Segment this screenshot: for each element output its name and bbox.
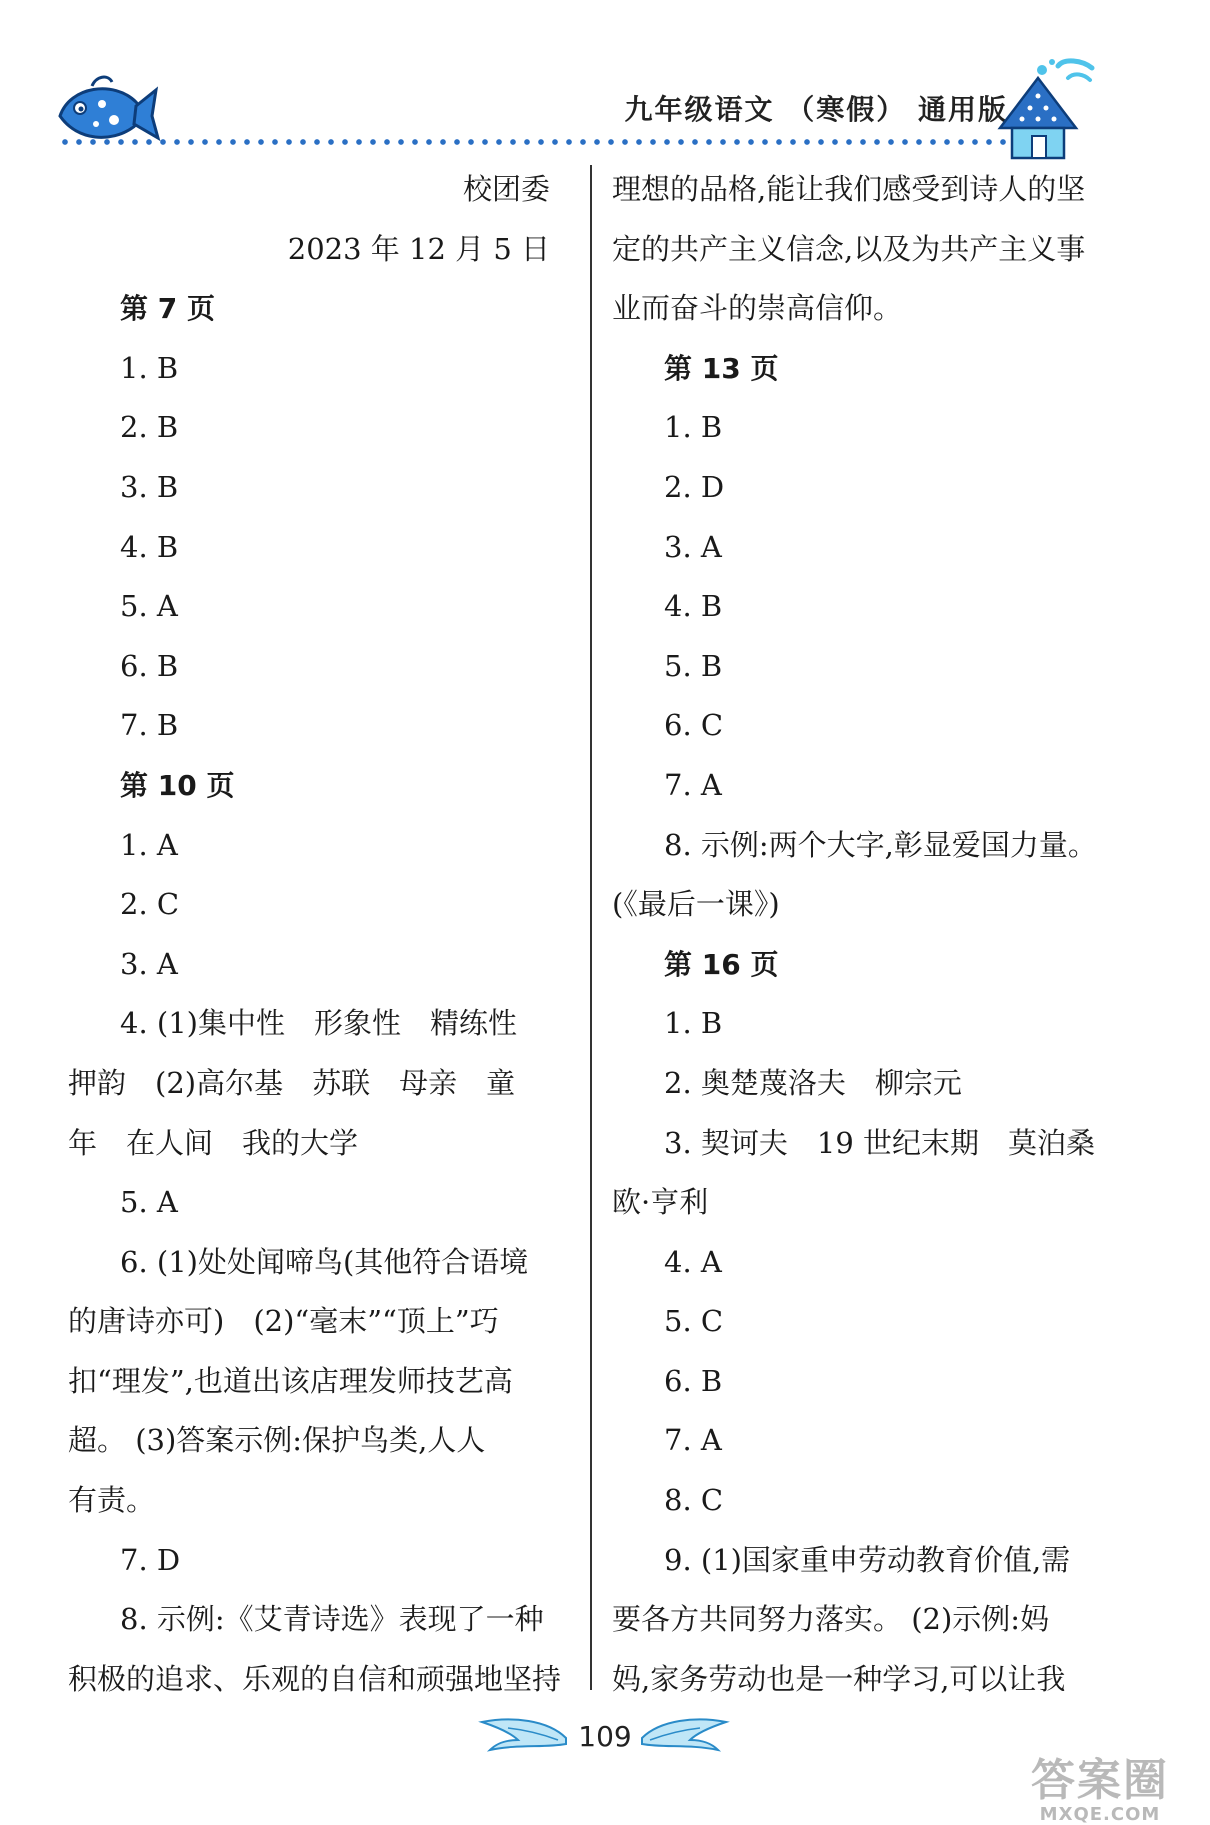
answer-line: 的唐诗亦可) (2)“毫末”“顶上”巧 [68, 1304, 499, 1339]
signature-date: 2023 年 12 月 5 日 [287, 231, 550, 266]
answer-line: 5. A [120, 589, 178, 624]
answer-line: 年 在人间 我的大学 [68, 1125, 359, 1160]
answer-line: 押韵 (2)高尔基 苏联 母亲 童 [68, 1065, 516, 1100]
answer-line: 5. C [664, 1304, 724, 1339]
answer-line: 要各方共同努力落实。 (2)示例:妈 [612, 1602, 1050, 1637]
answer-line: 7. A [664, 1423, 722, 1458]
site-watermark [1000, 1744, 1200, 1825]
answer-line: 超。 (3)答案示例:保护鸟类,人人 [68, 1423, 486, 1458]
answer-line: 2. B [120, 410, 179, 445]
answer-line: 5. A [120, 1185, 178, 1220]
answer-line: 3. B [120, 469, 179, 504]
answer-line: 业而奋斗的崇高信仰。 [612, 291, 903, 326]
answer-line: 7. B [120, 708, 179, 743]
column-divider [590, 165, 592, 1690]
answer-line: 2. C [120, 887, 180, 922]
page-header [0, 0, 1210, 160]
dotted-rule [58, 138, 1048, 146]
section-heading: 第 13 页 [664, 351, 779, 385]
house-icon [992, 56, 1102, 161]
answer-line: 定的共产主义信念,以及为共产主义事 [612, 231, 1086, 266]
right-column [612, 160, 1112, 1709]
answer-line: (《最后一课》) [612, 887, 780, 922]
answer-line: 3. 契诃夫 19 世纪末期 莫泊桑 [664, 1125, 1096, 1160]
answer-line: 理想的品格,能让我们感受到诗人的坚 [612, 172, 1086, 206]
section-heading: 第 10 页 [120, 768, 235, 802]
left-wing-icon [478, 1714, 568, 1758]
answer-line: 6. B [664, 1363, 723, 1398]
section-heading: 第 16 页 [664, 947, 779, 981]
answer-line: 5. B [664, 648, 723, 683]
answer-line: 2. 奥楚蔑洛夫 柳宗元 [664, 1065, 962, 1100]
right-wing-icon [640, 1714, 730, 1758]
answer-line: 8. 示例:《艾青诗选》表现了一种 [120, 1602, 544, 1637]
answer-line: 4. (1)集中性 形象性 精练性 [120, 1006, 517, 1041]
page-footer [0, 1700, 1210, 1825]
answer-line: 1. B [664, 410, 723, 445]
answer-line: 6. C [664, 708, 724, 743]
answer-line: 3. A [120, 946, 178, 981]
answer-line: 6. (1)处处闻啼鸟(其他符合语境 [120, 1244, 529, 1279]
answer-line: 有责。 [68, 1483, 156, 1518]
answer-line: 扣“理发”,也道出该店理发师技艺高 [68, 1363, 513, 1398]
answer-line: 1. A [120, 827, 178, 862]
watermark-logo-text: 答案圈 [1031, 1755, 1169, 1806]
answer-line: 9. (1)国家重申劳动教育价值,需 [664, 1542, 1071, 1577]
watermark-domain: MXQE.COM [1039, 1804, 1161, 1825]
answer-line: 妈,家务劳动也是一种学习,可以让我 [612, 1661, 1066, 1696]
answer-line: 1. B [664, 1006, 723, 1041]
answer-line: 4. B [120, 529, 179, 564]
page-number: 109 [578, 1720, 632, 1753]
answer-line: 6. B [120, 648, 179, 683]
answer-line: 4. A [664, 1244, 722, 1279]
answer-line: 1. B [120, 350, 179, 385]
signature-org: 校团委 [462, 172, 550, 206]
answer-line: 欧·亨利 [612, 1185, 709, 1220]
answer-line: 7. A [664, 767, 722, 802]
answer-line: 7. D [120, 1542, 181, 1577]
answer-line: 2. D [664, 469, 725, 504]
answer-line: 3. A [664, 529, 722, 564]
answer-line: 8. 示例:两个大字,彰显爱国力量。 [664, 827, 1097, 862]
header-title: 九年级语文 （寒假） 通用版 [624, 93, 1008, 126]
section-heading: 第 7 页 [120, 292, 215, 326]
answer-line: 8. C [664, 1483, 724, 1518]
left-column [68, 160, 568, 1709]
answer-line: 4. B [664, 589, 723, 624]
answer-line: 积极的追求、乐观的自信和顽强地坚持 [68, 1661, 562, 1696]
